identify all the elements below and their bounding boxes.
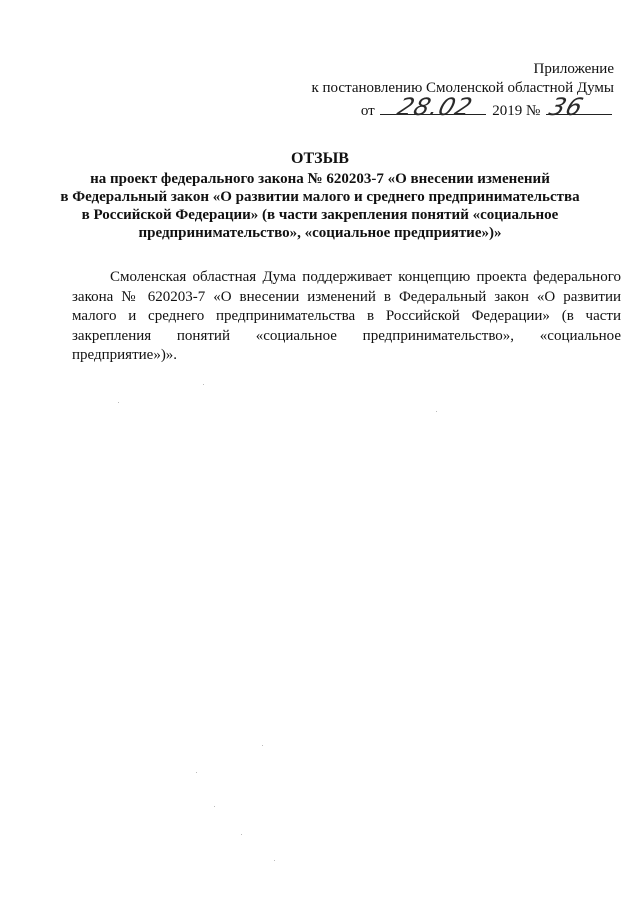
scan-speck bbox=[118, 402, 119, 403]
date-prefix: от bbox=[360, 103, 375, 119]
subtitle-line-1: на проект федерального закона № 620203-7 «О внесении изменений bbox=[90, 171, 550, 187]
appendix-resolution-line: к постановлению Смоленской областной Думы bbox=[311, 80, 614, 96]
number-blank bbox=[545, 93, 612, 121]
subtitle-line-4: предпринимательство», «социальное предприятие»)» bbox=[138, 225, 502, 241]
appendix-date-line bbox=[311, 93, 614, 121]
handwritten-date: 28.02 bbox=[394, 93, 477, 121]
scan-speck bbox=[203, 384, 204, 385]
scan-speck bbox=[214, 806, 215, 807]
year-number-text: 2019 № bbox=[492, 103, 541, 119]
review-heading: ОТЗЫВ bbox=[291, 150, 349, 167]
scan-speck bbox=[262, 745, 263, 746]
review-body-paragraph: Смоленская областная Дума поддерживает концепцию проекта федерального закона № 620203-7 «О внесении изменений в Федеральный закон «О развитии малого и среднего предпринимательства в Российской Федерации» (в части закрепления понятий «социальное предпринимательство», «социальное предприятие»)». bbox=[72, 269, 621, 363]
appendix-header bbox=[311, 60, 614, 121]
appendix-title: Приложение bbox=[533, 61, 614, 77]
scan-speck bbox=[274, 860, 275, 861]
subtitle-line-3: в Российской Федерации» (в части закрепления понятий «социальное bbox=[81, 207, 559, 223]
subtitle-line-2: в Федеральный закон «О развитии малого и среднего предпринимательства bbox=[60, 189, 580, 205]
handwritten-number: 36 bbox=[545, 93, 588, 121]
scan-speck bbox=[436, 411, 437, 412]
scan-speck bbox=[196, 772, 197, 773]
scan-speck bbox=[241, 834, 242, 835]
review-title-block bbox=[60, 150, 580, 242]
date-blank bbox=[380, 93, 486, 121]
